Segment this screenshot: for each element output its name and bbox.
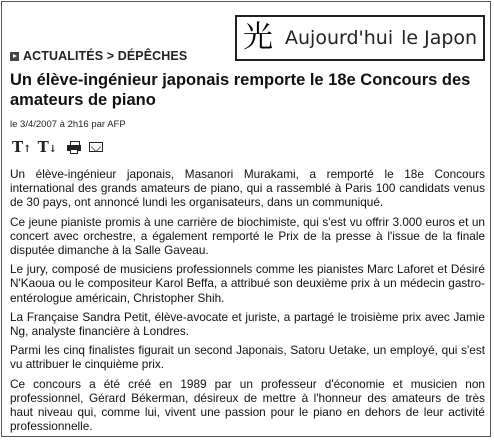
print-icon[interactable] [67,141,81,154]
logo-kanji-mark: 光 [243,20,273,55]
article-paragraph: Ce jeune pianiste promis à une carrière de biochimiste, qui s'est vu offrir 3.000 euros et un concert avec orchestre, a également remporté le Prix de la presse à l'issue de la finale disputée dimanche à la Salle Gaveau. [10,214,485,258]
breadcrumb-text[interactable]: ACTUALITÉS > DÉPÊCHES [23,49,188,63]
email-icon[interactable] [89,142,103,152]
decrease-text-size-label: T [37,138,49,156]
breadcrumb[interactable] [10,49,187,63]
article-paragraph: Le jury, composé de musiciens professionnels comme les pianistes Marc Laforet et Désiré N'Kaoua ou le compositeur Karol Beffa, a attribué son deuxième prix à un médecin gastro-entérologue américain, Christopher Shih. [10,262,485,305]
article-dateline: le 3/4/2007 à 2h16 par AFP [10,119,126,130]
article-paragraph: Parmi les cinq finalistes figurait un second Japonais, Satoru Uetake, un employé, qui s'est vu attribuer le cinquième prix. [10,343,485,372]
decrease-arrow-icon: ↓ [48,144,58,155]
increase-text-size-label: T [12,138,24,156]
logo-text-part2: le Japon [401,27,478,49]
arrow-bullet-icon [10,52,19,61]
increase-arrow-icon: ↑ [23,144,32,155]
article-paragraph: La Française Sandra Petit, élève-avocate et juriste, a partagé le troisième prix avec Jamie Ng, analyste financière à Londres. [10,309,485,339]
site-logo[interactable] [235,15,485,61]
logo-text [279,17,483,59]
article-body [10,167,485,438]
increase-text-size-button[interactable] [12,138,32,156]
logo-text-part1: Aujourd'hui [285,27,394,49]
article-paragraph: Ce concours a été créé en 1989 par un professeur d'économie et musicien non professionnel, Gérard Békerman, désireux de mettre à l'honneur des amateurs de très haut niveau qui, comme lui, vivent une passion pour le piano en dehors de leur activité professionnelle. [10,376,485,434]
article-paragraph: Un élève-ingénieur japonais, Masanori Murakami, a remporté le 18e Concours international des grands amateurs de piano, qui a rassemblé à Paris 100 candidats venus de 30 pays, ont annoncé lundi les organisateurs, dans un communiqué. [10,167,485,210]
article-headline: Un élève-ingénieur japonais remporte le 18e Concours des amateurs de piano [10,71,471,109]
decrease-text-size-button[interactable] [38,138,58,156]
article-toolbar [12,138,103,156]
